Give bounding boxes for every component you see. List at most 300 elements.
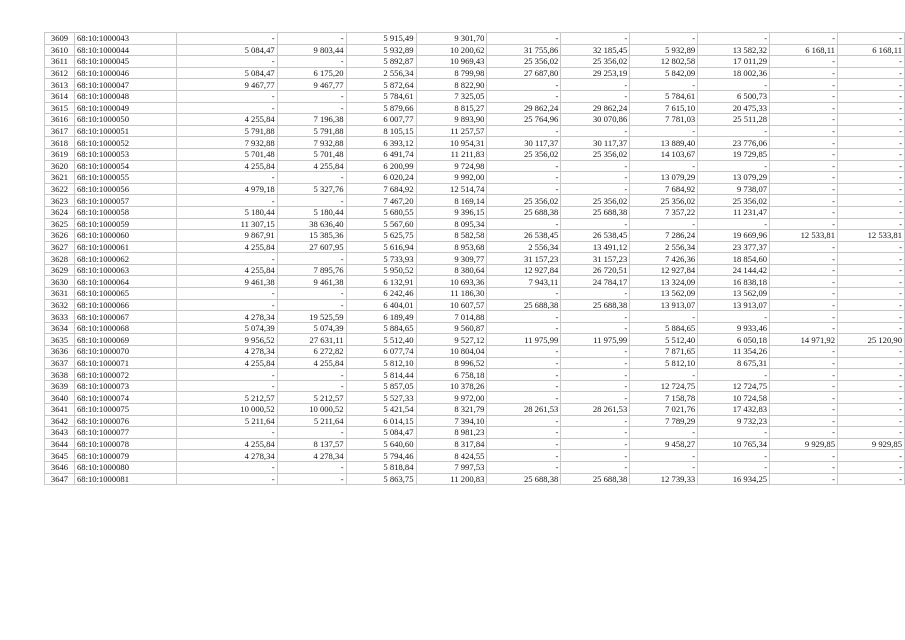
cell-col-6: 8 996,52	[416, 357, 487, 369]
table-row	[45, 334, 905, 346]
cell-col-4: 6 175,20	[277, 67, 346, 79]
cell-col-11: -	[770, 427, 838, 439]
cell-col-11: -	[770, 357, 838, 369]
cell-col-9: -	[630, 33, 698, 45]
cell-col-7: -	[487, 380, 561, 392]
table-row	[45, 253, 905, 265]
cell-row-number: 3639	[45, 380, 75, 392]
cell-col-4: 9 803,44	[277, 44, 346, 56]
cell-cadastral-code: 68:10:1000061	[74, 241, 176, 253]
cell-col-10: 9 738,07	[698, 183, 770, 195]
cell-col-7: 2 556,34	[487, 241, 561, 253]
cell-col-8: -	[561, 438, 630, 450]
cell-col-4: -	[277, 473, 346, 485]
cell-col-8: 13 491,12	[561, 241, 630, 253]
cell-col-9: 13 079,29	[630, 172, 698, 184]
table-row	[45, 264, 905, 276]
cell-col-10: 16 934,25	[698, 473, 770, 485]
cell-col-9: 5 932,89	[630, 44, 698, 56]
cell-col-4: 7 932,88	[277, 137, 346, 149]
cell-col-10: 11 354,26	[698, 346, 770, 358]
cell-col-7: 25 688,38	[487, 206, 561, 218]
cell-col-12: 6 168,11	[837, 44, 904, 56]
cell-col-7: -	[487, 125, 561, 137]
cell-col-5: 5 915,49	[346, 33, 416, 45]
cell-col-3: 4 278,34	[176, 346, 277, 358]
cell-row-number: 3629	[45, 264, 75, 276]
cell-row-number: 3611	[45, 56, 75, 68]
cell-col-4: -	[277, 33, 346, 45]
cell-col-3: 5 211,64	[176, 415, 277, 427]
cell-row-number: 3616	[45, 114, 75, 126]
cell-col-3: 5 180,44	[176, 206, 277, 218]
cell-col-9: -	[630, 369, 698, 381]
cell-col-11: -	[770, 195, 838, 207]
cell-col-6: 10 954,31	[416, 137, 487, 149]
cell-col-11: -	[770, 404, 838, 416]
cell-col-6: 9 301,70	[416, 33, 487, 45]
cell-col-6: 9 309,77	[416, 253, 487, 265]
cell-col-3: -	[176, 461, 277, 473]
cell-col-12: -	[837, 67, 904, 79]
cell-col-5: 5 884,65	[346, 322, 416, 334]
cell-col-6: 10 378,26	[416, 380, 487, 392]
cell-col-8: -	[561, 160, 630, 172]
cell-col-10: 13 582,32	[698, 44, 770, 56]
cell-col-7: 26 538,45	[487, 230, 561, 242]
cell-col-6: 8 953,68	[416, 241, 487, 253]
cell-col-6: 8 317,84	[416, 438, 487, 450]
cell-col-7: 25 356,02	[487, 195, 561, 207]
cell-col-8: 26 538,45	[561, 230, 630, 242]
table-body	[45, 33, 905, 485]
cell-col-10: 25 356,02	[698, 195, 770, 207]
cell-col-8: -	[561, 218, 630, 230]
cell-col-10: 18 002,36	[698, 67, 770, 79]
cell-row-number: 3631	[45, 288, 75, 300]
cell-cadastral-code: 68:10:1000079	[74, 450, 176, 462]
table-row	[45, 230, 905, 242]
cell-col-10: 12 724,75	[698, 380, 770, 392]
cell-col-9: -	[630, 450, 698, 462]
cell-col-5: 5 814,44	[346, 369, 416, 381]
cell-col-11: -	[770, 450, 838, 462]
cell-row-number: 3615	[45, 102, 75, 114]
cell-row-number: 3640	[45, 392, 75, 404]
cell-col-5: 5 932,89	[346, 44, 416, 56]
cell-col-11: -	[770, 137, 838, 149]
cell-col-11: -	[770, 183, 838, 195]
cell-col-9: 7 789,29	[630, 415, 698, 427]
cell-col-3: -	[176, 33, 277, 45]
cell-col-3: -	[176, 102, 277, 114]
cell-cadastral-code: 68:10:1000060	[74, 230, 176, 242]
cell-cadastral-code: 68:10:1000046	[74, 67, 176, 79]
cell-col-11: -	[770, 79, 838, 91]
cell-col-4: 27 631,11	[277, 334, 346, 346]
cell-cadastral-code: 68:10:1000069	[74, 334, 176, 346]
cell-row-number: 3645	[45, 450, 75, 462]
cell-row-number: 3636	[45, 346, 75, 358]
cell-col-6: 9 560,87	[416, 322, 487, 334]
cell-col-6: 7 014,88	[416, 311, 487, 323]
cell-col-3: 5 791,88	[176, 125, 277, 137]
cell-col-9: -	[630, 427, 698, 439]
cell-col-3: 4 255,84	[176, 114, 277, 126]
cell-row-number: 3635	[45, 334, 75, 346]
cell-col-5: 6 132,91	[346, 276, 416, 288]
cell-col-10: 17 011,29	[698, 56, 770, 68]
cell-row-number: 3619	[45, 148, 75, 160]
cell-col-4: -	[277, 102, 346, 114]
cell-col-8: -	[561, 79, 630, 91]
cell-col-7: -	[487, 357, 561, 369]
cell-col-10: 24 144,42	[698, 264, 770, 276]
table-row	[45, 427, 905, 439]
cell-col-11: -	[770, 218, 838, 230]
cell-col-8: -	[561, 369, 630, 381]
cell-col-7: -	[487, 427, 561, 439]
cell-row-number: 3647	[45, 473, 75, 485]
cell-col-3: -	[176, 195, 277, 207]
cell-cadastral-code: 68:10:1000049	[74, 102, 176, 114]
cell-col-6: 11 211,83	[416, 148, 487, 160]
cell-col-5: 5 616,94	[346, 241, 416, 253]
cell-col-12: -	[837, 148, 904, 160]
cell-col-12: -	[837, 357, 904, 369]
cell-col-6: 8 981,23	[416, 427, 487, 439]
cell-col-6: 10 200,62	[416, 44, 487, 56]
cell-col-12: -	[837, 125, 904, 137]
cell-cadastral-code: 68:10:1000063	[74, 264, 176, 276]
cell-col-10: 11 231,47	[698, 206, 770, 218]
cell-row-number: 3646	[45, 461, 75, 473]
cell-col-7: -	[487, 311, 561, 323]
cell-cadastral-code: 68:10:1000076	[74, 415, 176, 427]
cell-col-5: 5 794,46	[346, 450, 416, 462]
cell-cadastral-code: 68:10:1000050	[74, 114, 176, 126]
table-row	[45, 438, 905, 450]
cell-col-8: 25 356,02	[561, 195, 630, 207]
cell-col-7: -	[487, 369, 561, 381]
cell-col-4: -	[277, 369, 346, 381]
cell-col-6: 10 693,36	[416, 276, 487, 288]
cell-col-12: -	[837, 427, 904, 439]
cell-col-12: -	[837, 299, 904, 311]
cell-col-11: -	[770, 125, 838, 137]
cell-col-8: 32 185,45	[561, 44, 630, 56]
cell-col-9: 13 889,40	[630, 137, 698, 149]
cell-col-5: 5 733,93	[346, 253, 416, 265]
table-row	[45, 56, 905, 68]
cell-col-11: -	[770, 253, 838, 265]
cell-col-10: 18 854,60	[698, 253, 770, 265]
table-row	[45, 311, 905, 323]
cell-cadastral-code: 68:10:1000071	[74, 357, 176, 369]
cell-col-5: 6 020,24	[346, 172, 416, 184]
cell-col-6: 10 804,04	[416, 346, 487, 358]
cell-col-5: 5 950,52	[346, 264, 416, 276]
cell-col-3: 4 278,34	[176, 450, 277, 462]
cell-row-number: 3627	[45, 241, 75, 253]
table-row	[45, 125, 905, 137]
cell-col-5: 8 105,15	[346, 125, 416, 137]
cell-col-12: -	[837, 288, 904, 300]
cell-col-12: 25 120,90	[837, 334, 904, 346]
cell-col-4: -	[277, 299, 346, 311]
cell-cadastral-code: 68:10:1000064	[74, 276, 176, 288]
cell-col-8: -	[561, 33, 630, 45]
cell-col-4: -	[277, 90, 346, 102]
cell-col-4: -	[277, 253, 346, 265]
table-row	[45, 79, 905, 91]
cell-col-8: 28 261,53	[561, 404, 630, 416]
cell-col-9: 7 158,78	[630, 392, 698, 404]
cell-col-5: 5 784,61	[346, 90, 416, 102]
cell-row-number: 3638	[45, 369, 75, 381]
cell-col-3: -	[176, 299, 277, 311]
cell-col-9: 5 812,10	[630, 357, 698, 369]
cell-col-7: 29 862,24	[487, 102, 561, 114]
cell-col-12: -	[837, 369, 904, 381]
cell-col-12: -	[837, 380, 904, 392]
cell-col-4: 5 211,64	[277, 415, 346, 427]
cell-col-8: 26 720,51	[561, 264, 630, 276]
cell-col-3: 4 255,84	[176, 357, 277, 369]
cell-col-11: -	[770, 288, 838, 300]
cell-cadastral-code: 68:10:1000057	[74, 195, 176, 207]
cell-col-3: -	[176, 473, 277, 485]
cell-col-8: 25 356,02	[561, 148, 630, 160]
cell-col-7: -	[487, 392, 561, 404]
cell-col-5: 6 200,99	[346, 160, 416, 172]
cell-col-4: 19 525,59	[277, 311, 346, 323]
cell-col-10: -	[698, 33, 770, 45]
cell-col-3: 4 979,18	[176, 183, 277, 195]
table-row	[45, 276, 905, 288]
cell-col-10: 17 432,83	[698, 404, 770, 416]
cell-col-5: 6 014,15	[346, 415, 416, 427]
cell-col-6: 8 582,58	[416, 230, 487, 242]
cell-col-8: -	[561, 415, 630, 427]
cell-col-3: -	[176, 288, 277, 300]
cell-row-number: 3610	[45, 44, 75, 56]
cell-col-12: 12 533,81	[837, 230, 904, 242]
cell-row-number: 3625	[45, 218, 75, 230]
cell-col-9: 13 913,07	[630, 299, 698, 311]
cell-cadastral-code: 68:10:1000058	[74, 206, 176, 218]
cell-cadastral-code: 68:10:1000051	[74, 125, 176, 137]
cell-col-12: -	[837, 172, 904, 184]
table-row	[45, 195, 905, 207]
cell-col-10: 8 675,31	[698, 357, 770, 369]
table-row	[45, 450, 905, 462]
cell-col-12: -	[837, 241, 904, 253]
cell-col-7: 25 356,02	[487, 56, 561, 68]
cell-col-11: -	[770, 114, 838, 126]
cell-col-8: -	[561, 450, 630, 462]
cell-col-4: 10 000,52	[277, 404, 346, 416]
cell-row-number: 3634	[45, 322, 75, 334]
cell-cadastral-code: 68:10:1000055	[74, 172, 176, 184]
cell-col-7: 31 755,86	[487, 44, 561, 56]
cell-col-10: 9 933,46	[698, 322, 770, 334]
cell-col-11: -	[770, 148, 838, 160]
cell-col-10: 10 765,34	[698, 438, 770, 450]
cell-col-4: 5 327,76	[277, 183, 346, 195]
cell-col-9: -	[630, 218, 698, 230]
cell-col-4: 5 212,57	[277, 392, 346, 404]
table-row	[45, 67, 905, 79]
cell-row-number: 3623	[45, 195, 75, 207]
cell-col-6: 7 997,53	[416, 461, 487, 473]
cell-row-number: 3633	[45, 311, 75, 323]
cell-col-8: -	[561, 311, 630, 323]
cell-col-10: -	[698, 160, 770, 172]
cell-col-9: 7 021,76	[630, 404, 698, 416]
table-row	[45, 346, 905, 358]
cell-col-7: -	[487, 172, 561, 184]
cell-col-9: -	[630, 79, 698, 91]
cell-col-9: 14 103,67	[630, 148, 698, 160]
cell-col-11: -	[770, 33, 838, 45]
cell-col-4: 4 255,84	[277, 357, 346, 369]
cell-col-9: 5 884,65	[630, 322, 698, 334]
cell-col-6: 11 186,30	[416, 288, 487, 300]
table-row	[45, 322, 905, 334]
cell-col-8: -	[561, 461, 630, 473]
table-row	[45, 288, 905, 300]
table-row	[45, 218, 905, 230]
cell-row-number: 3624	[45, 206, 75, 218]
cell-col-7: 27 687,80	[487, 67, 561, 79]
cell-col-6: 9 396,15	[416, 206, 487, 218]
cell-row-number: 3620	[45, 160, 75, 172]
cell-col-5: 5 625,75	[346, 230, 416, 242]
cell-col-4: -	[277, 172, 346, 184]
cell-cadastral-code: 68:10:1000053	[74, 148, 176, 160]
cell-col-3: 9 467,77	[176, 79, 277, 91]
cell-col-3: -	[176, 253, 277, 265]
cell-col-4: -	[277, 461, 346, 473]
cell-col-11: -	[770, 276, 838, 288]
cell-cadastral-code: 68:10:1000052	[74, 137, 176, 149]
cell-col-5: 2 556,34	[346, 67, 416, 79]
cell-col-3: 7 932,88	[176, 137, 277, 149]
cell-col-5: 6 189,49	[346, 311, 416, 323]
cell-col-4: 9 467,77	[277, 79, 346, 91]
cell-cadastral-code: 68:10:1000075	[74, 404, 176, 416]
cell-col-9: 9 458,27	[630, 438, 698, 450]
table-row	[45, 114, 905, 126]
cell-col-9: 2 556,34	[630, 241, 698, 253]
cell-col-6: 8 321,79	[416, 404, 487, 416]
cell-col-11: -	[770, 206, 838, 218]
cell-col-7: 31 157,23	[487, 253, 561, 265]
cell-col-11: -	[770, 299, 838, 311]
cell-col-4: -	[277, 427, 346, 439]
cell-col-6: 8 169,14	[416, 195, 487, 207]
cell-col-5: 5 857,05	[346, 380, 416, 392]
cell-row-number: 3612	[45, 67, 75, 79]
cell-col-3: 5 084,47	[176, 44, 277, 56]
cell-col-5: 5 812,10	[346, 357, 416, 369]
cell-col-3: 4 255,84	[176, 241, 277, 253]
cell-col-7: -	[487, 288, 561, 300]
cell-col-6: 8 424,55	[416, 450, 487, 462]
cell-col-7: 25 688,38	[487, 299, 561, 311]
cell-col-12: -	[837, 183, 904, 195]
cell-col-4: 5 791,88	[277, 125, 346, 137]
cell-col-8: 25 688,38	[561, 206, 630, 218]
cell-row-number: 3630	[45, 276, 75, 288]
cell-col-7: 7 943,11	[487, 276, 561, 288]
cell-col-11: -	[770, 380, 838, 392]
cell-col-11: 6 168,11	[770, 44, 838, 56]
table-row	[45, 90, 905, 102]
cell-col-7: -	[487, 438, 561, 450]
cell-row-number: 3614	[45, 90, 75, 102]
cell-cadastral-code: 68:10:1000068	[74, 322, 176, 334]
cell-col-12: -	[837, 137, 904, 149]
cell-col-7: -	[487, 33, 561, 45]
cell-col-12: -	[837, 322, 904, 334]
cell-col-8: 24 784,17	[561, 276, 630, 288]
cell-col-8: -	[561, 288, 630, 300]
cell-col-7: -	[487, 90, 561, 102]
cell-col-4: -	[277, 288, 346, 300]
cell-col-8: -	[561, 380, 630, 392]
cell-col-6: 8 380,64	[416, 264, 487, 276]
cell-col-3: 9 956,52	[176, 334, 277, 346]
cell-col-7: 11 975,99	[487, 334, 561, 346]
cell-col-10: -	[698, 427, 770, 439]
cell-col-8: -	[561, 90, 630, 102]
cell-col-12: -	[837, 253, 904, 265]
cell-col-12: -	[837, 264, 904, 276]
cell-col-7: 30 117,37	[487, 137, 561, 149]
cell-col-10: -	[698, 79, 770, 91]
cell-cadastral-code: 68:10:1000078	[74, 438, 176, 450]
cell-cadastral-code: 68:10:1000065	[74, 288, 176, 300]
cell-col-10: 16 838,18	[698, 276, 770, 288]
cell-col-6: 6 758,18	[416, 369, 487, 381]
cell-col-3: -	[176, 380, 277, 392]
cell-row-number: 3621	[45, 172, 75, 184]
cell-cadastral-code: 68:10:1000081	[74, 473, 176, 485]
cell-col-8: 29 253,19	[561, 67, 630, 79]
cell-col-11: 12 533,81	[770, 230, 838, 242]
cell-col-7: 25 688,38	[487, 473, 561, 485]
cell-col-12: -	[837, 114, 904, 126]
cell-col-6: 8 095,34	[416, 218, 487, 230]
cell-col-5: 5 421,54	[346, 404, 416, 416]
cell-col-7: -	[487, 322, 561, 334]
cell-col-7: -	[487, 461, 561, 473]
cell-col-9: 12 724,75	[630, 380, 698, 392]
cell-col-9: -	[630, 311, 698, 323]
cell-col-6: 9 527,12	[416, 334, 487, 346]
cell-col-5: 5 680,55	[346, 206, 416, 218]
cell-col-3: 4 255,84	[176, 438, 277, 450]
cell-col-12: -	[837, 404, 904, 416]
cell-col-11: -	[770, 241, 838, 253]
cell-col-4: 5 074,39	[277, 322, 346, 334]
cell-col-12: -	[837, 392, 904, 404]
cell-col-12: -	[837, 276, 904, 288]
cell-col-5: 5 879,66	[346, 102, 416, 114]
cell-col-11: -	[770, 172, 838, 184]
